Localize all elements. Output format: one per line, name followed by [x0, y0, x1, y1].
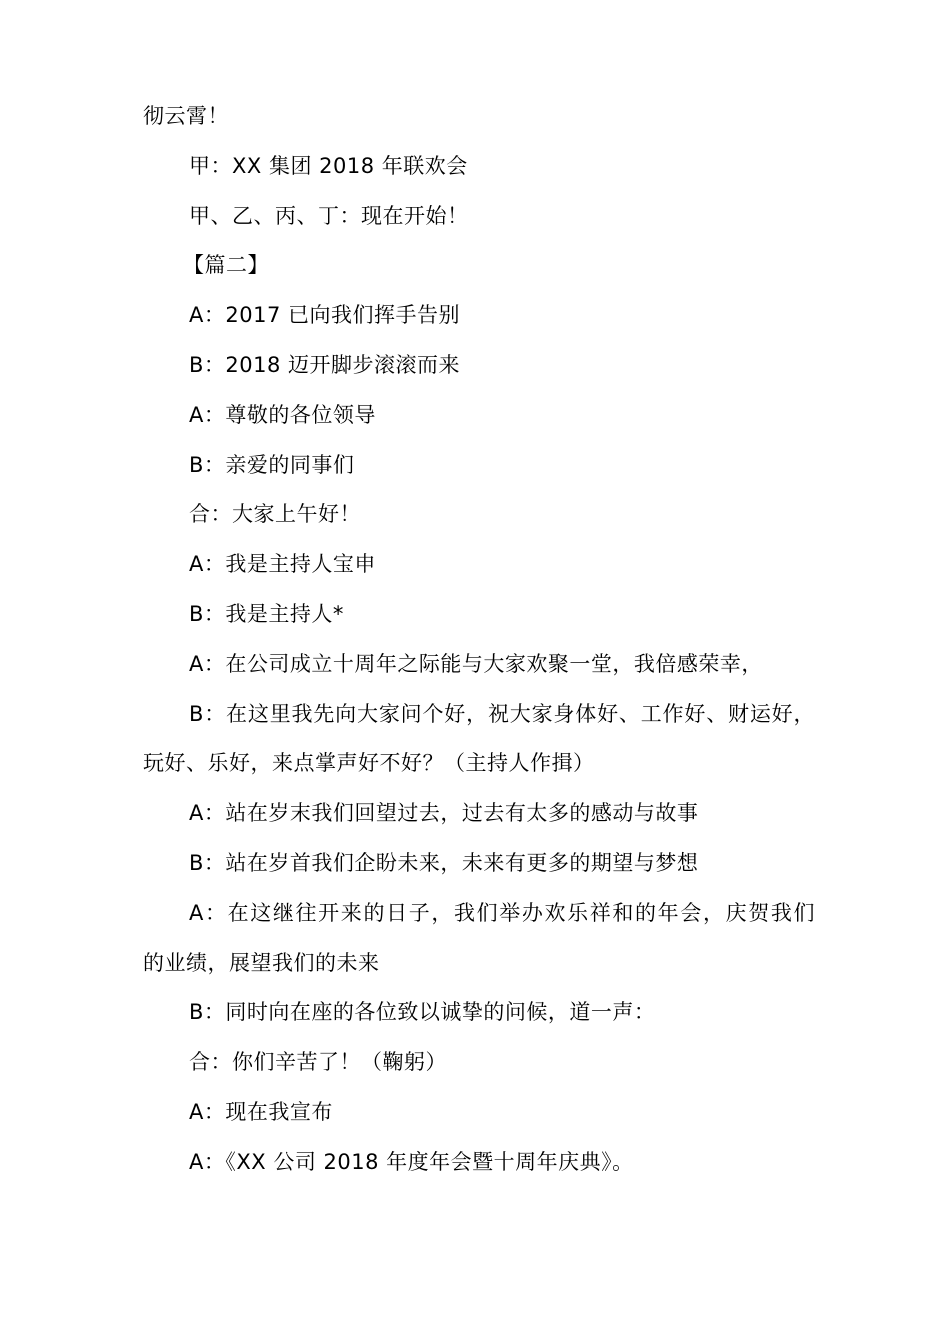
text-line: 甲、乙、丙、丁：现在开始！ — [189, 203, 469, 228]
text-line: B：站在岁首我们企盼未来，未来有更多的期望与梦想 — [189, 850, 699, 875]
text-line: 彻云霄！ — [143, 104, 229, 128]
text-line: A：在公司成立十周年之际能与大家欢聚一堂，我倍感荣幸， — [189, 651, 763, 676]
text-line: 合：你们辛苦了！（鞠躬） — [189, 1050, 447, 1075]
text-line: 甲：XX 集团 2018 年联欢会 — [189, 153, 468, 178]
document-body — [143, 92, 815, 1188]
text-line: B：在这里我先向大家问个好，祝大家身体好、工作好、财运好， — [189, 701, 815, 726]
text-line: A：在这继往开来的日子，我们举办欢乐祥和的年会，庆贺我们 — [189, 900, 815, 925]
text-line: 玩好、乐好，来点掌声好不好？（主持人作揖） — [143, 751, 595, 776]
text-line: A：尊敬的各位领导 — [189, 402, 376, 427]
text-line: 合：大家上午好！ — [189, 502, 361, 527]
text-line: B：亲爱的同事们 — [189, 452, 355, 477]
text-line: A：2017 已向我们挥手告别 — [189, 303, 460, 328]
text-line: A：现在我宣布 — [189, 1099, 333, 1124]
text-line: A：我是主持人宝申 — [189, 552, 376, 577]
text-line: 的业绩，展望我们的未来 — [143, 950, 380, 975]
text-line: B：同时向在座的各位致以诚挚的问候，道一声： — [189, 1000, 656, 1025]
section-heading: 【篇二】 — [183, 253, 269, 278]
text-line: B：2018 迈开脚步滚滚而来 — [189, 352, 461, 377]
text-line: B：我是主持人* — [189, 601, 344, 626]
text-line: A：站在岁末我们回望过去，过去有太多的感动与故事 — [189, 801, 699, 826]
text-line: A：《XX 公司 2018 年度年会暨十周年庆典》。 — [189, 1149, 634, 1174]
